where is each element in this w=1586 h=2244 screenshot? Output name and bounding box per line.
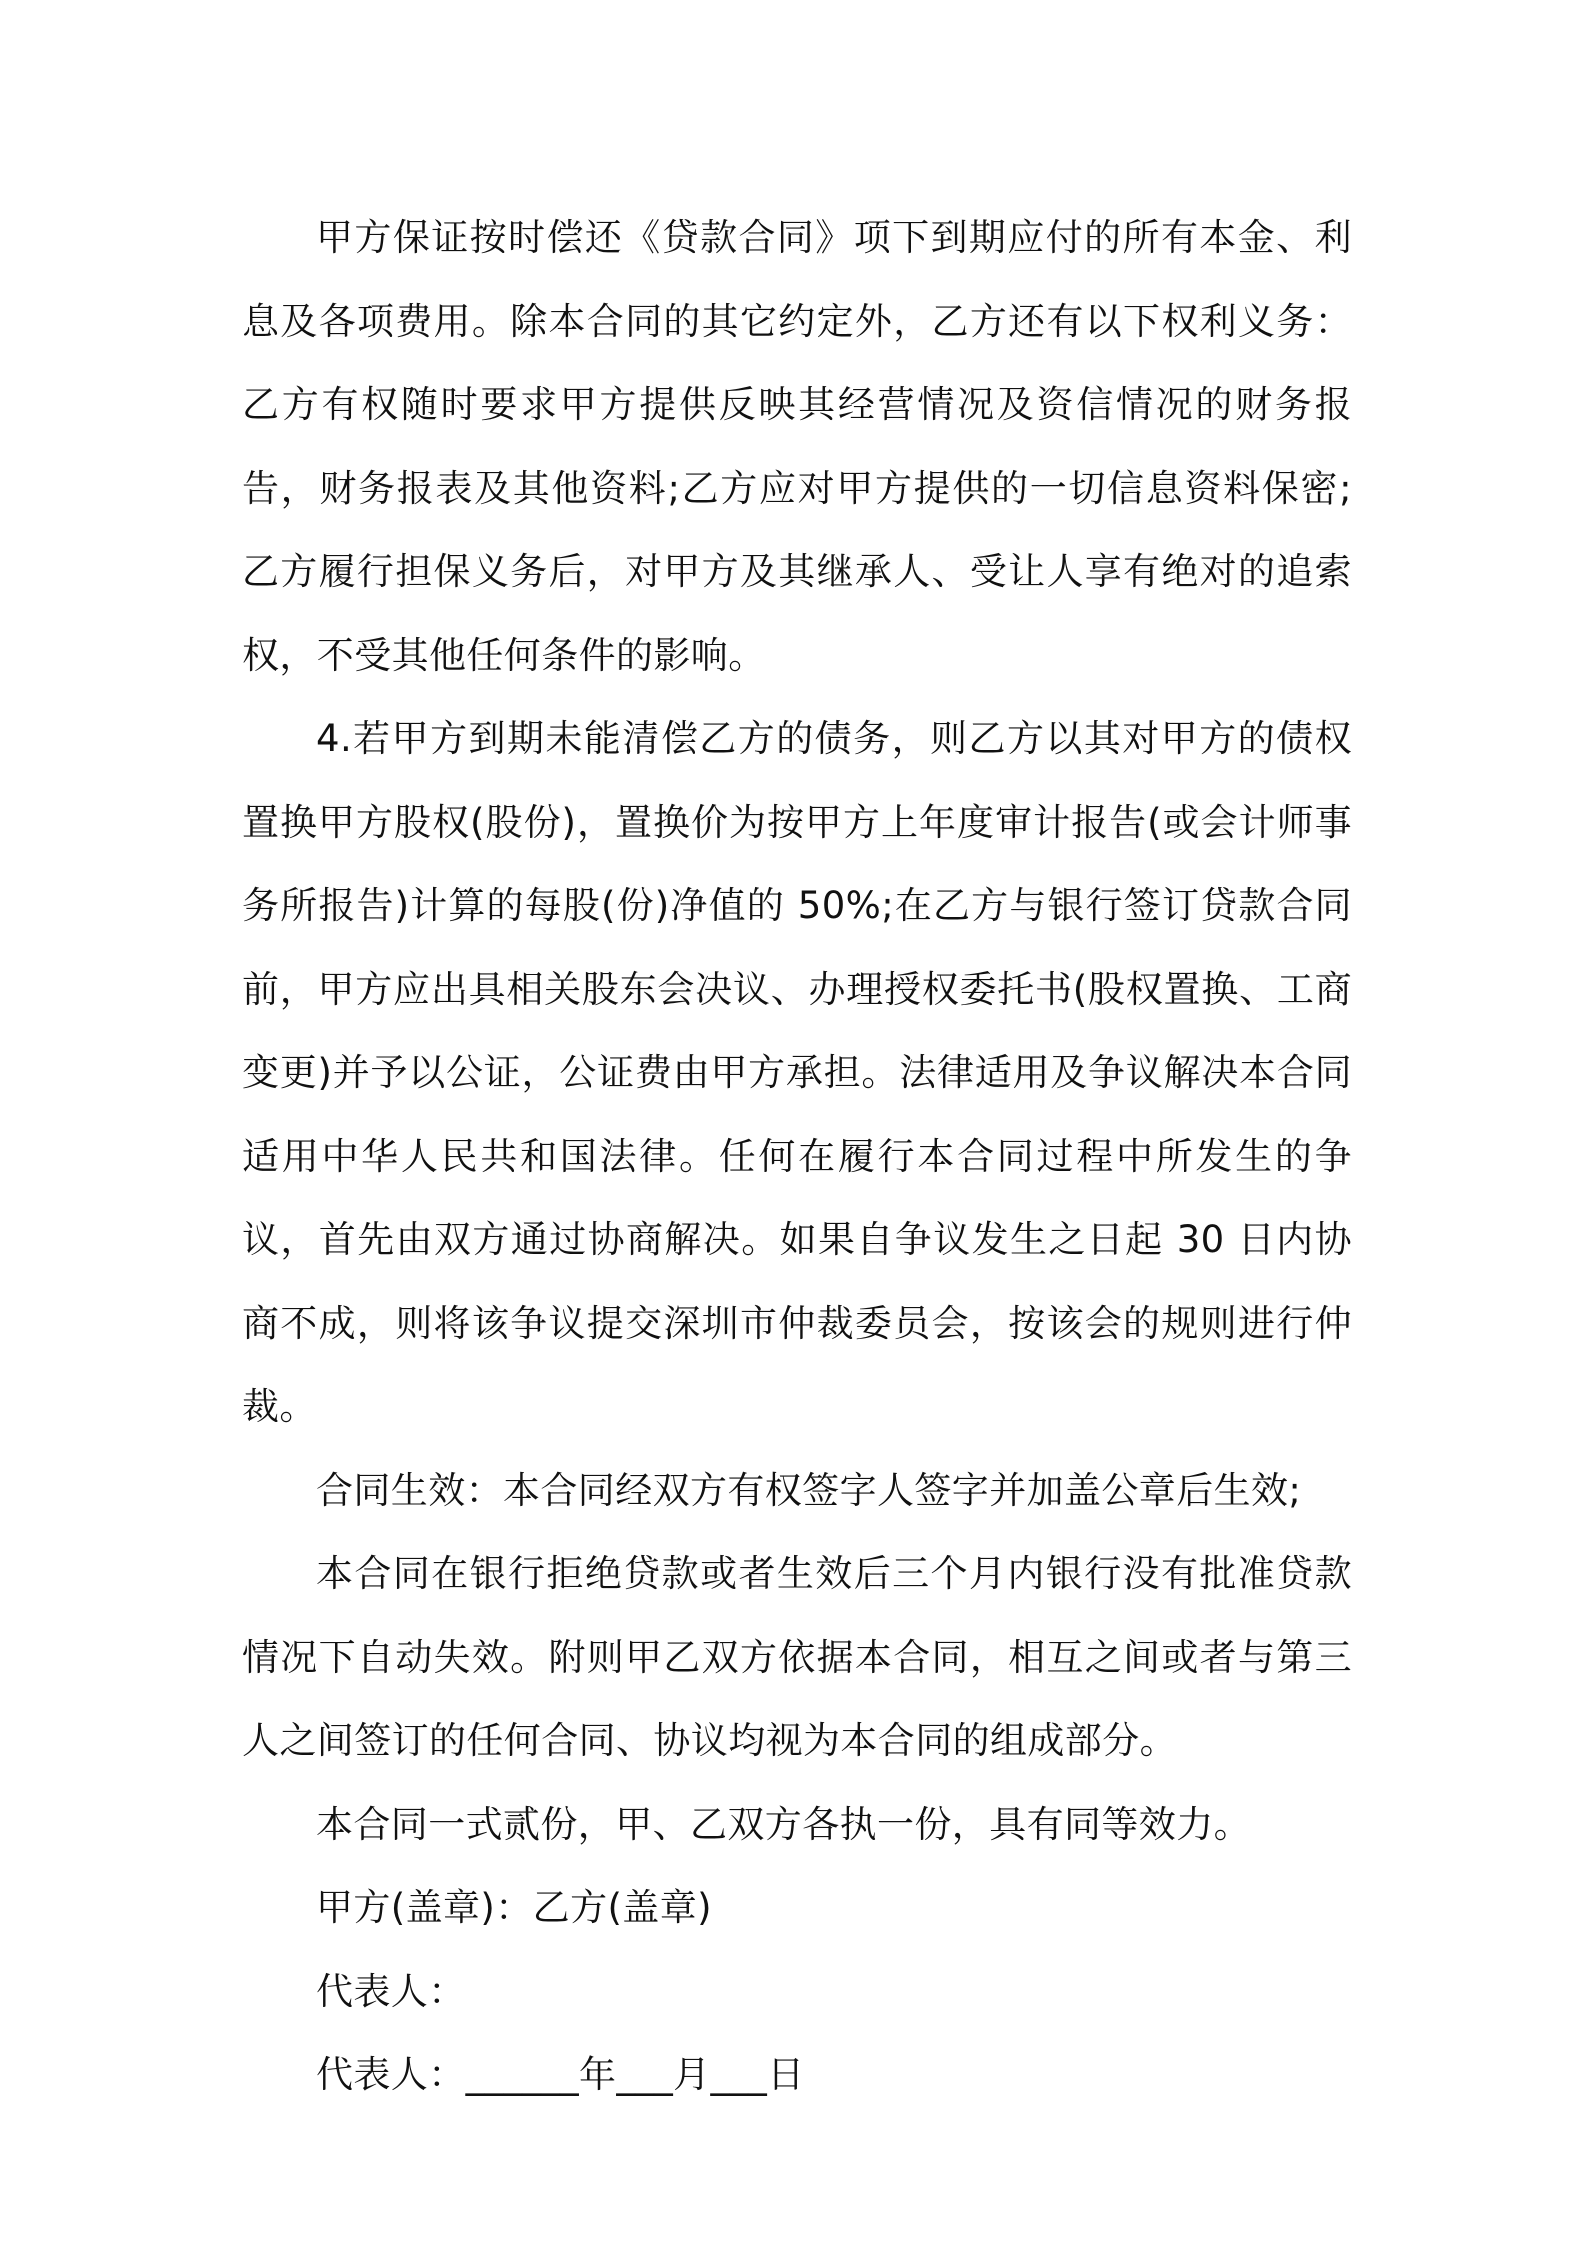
representative-date-line: 代表人：______年___月___日 — [316, 2053, 805, 2096]
paragraph-clause-4: 4.若甲方到期未能清偿乙方的债务，则乙方以其对甲方的债权置换甲方股权(股份)，置换价为按甲方上年度审计报告(或会计师事务所报告)计算的每股(份)净值的 50%;在乙方与银行签订贷款合同前，甲方应出具相关股东会决议、办理授权委托书(股权置换、工商变更)并予以公证，公证费由甲方承担。法律适用及争议解决本合同适用中华人民共和国法律。任何在履行本合同过程中所发生的争议，首先由双方通过协商解决。如果自争议发生之日起 30 日内协商不成，则将该争议提交深圳市仲裁委员会，按该会的规则进行仲裁。 — [242, 717, 1352, 1428]
paragraph-effectiveness: 合同生效：本合同经双方有权签字人签字并加盖公章后生效; — [316, 1468, 1302, 1512]
representative-line: 代表人： — [316, 1969, 466, 2013]
paragraph-copies: 本合同一式贰份，甲、乙双方各执一份，具有同等效力。 — [316, 1802, 1251, 1846]
paragraph-invalidation: 本合同在银行拒绝贷款或者生效后三个月内银行没有批准贷款情况下自动失效。附则甲乙双方依据本合同，相互之间或者与第三人之间签订的任何合同、协议均视为本合同的组成部分。 — [242, 1552, 1352, 1762]
paragraph-guarantee-obligations: 甲方保证按时偿还《贷款合同》项下到期应付的所有本金、利息及各项费用。除本合同的其它约定外，乙方还有以下权利义务：乙方有权随时要求甲方提供反映其经营情况及资信情况的财务报告，财务报表及其他资料;乙方应对甲方提供的一切信息资料保密;乙方履行担保义务后，对甲方及其继承人、受让人享有绝对的追索权，不受其他任何条件的影响。 — [242, 216, 1352, 677]
signature-parties-line: 甲方(盖章)：乙方(盖章) — [316, 1886, 712, 1929]
document-body — [242, 196, 1352, 2117]
